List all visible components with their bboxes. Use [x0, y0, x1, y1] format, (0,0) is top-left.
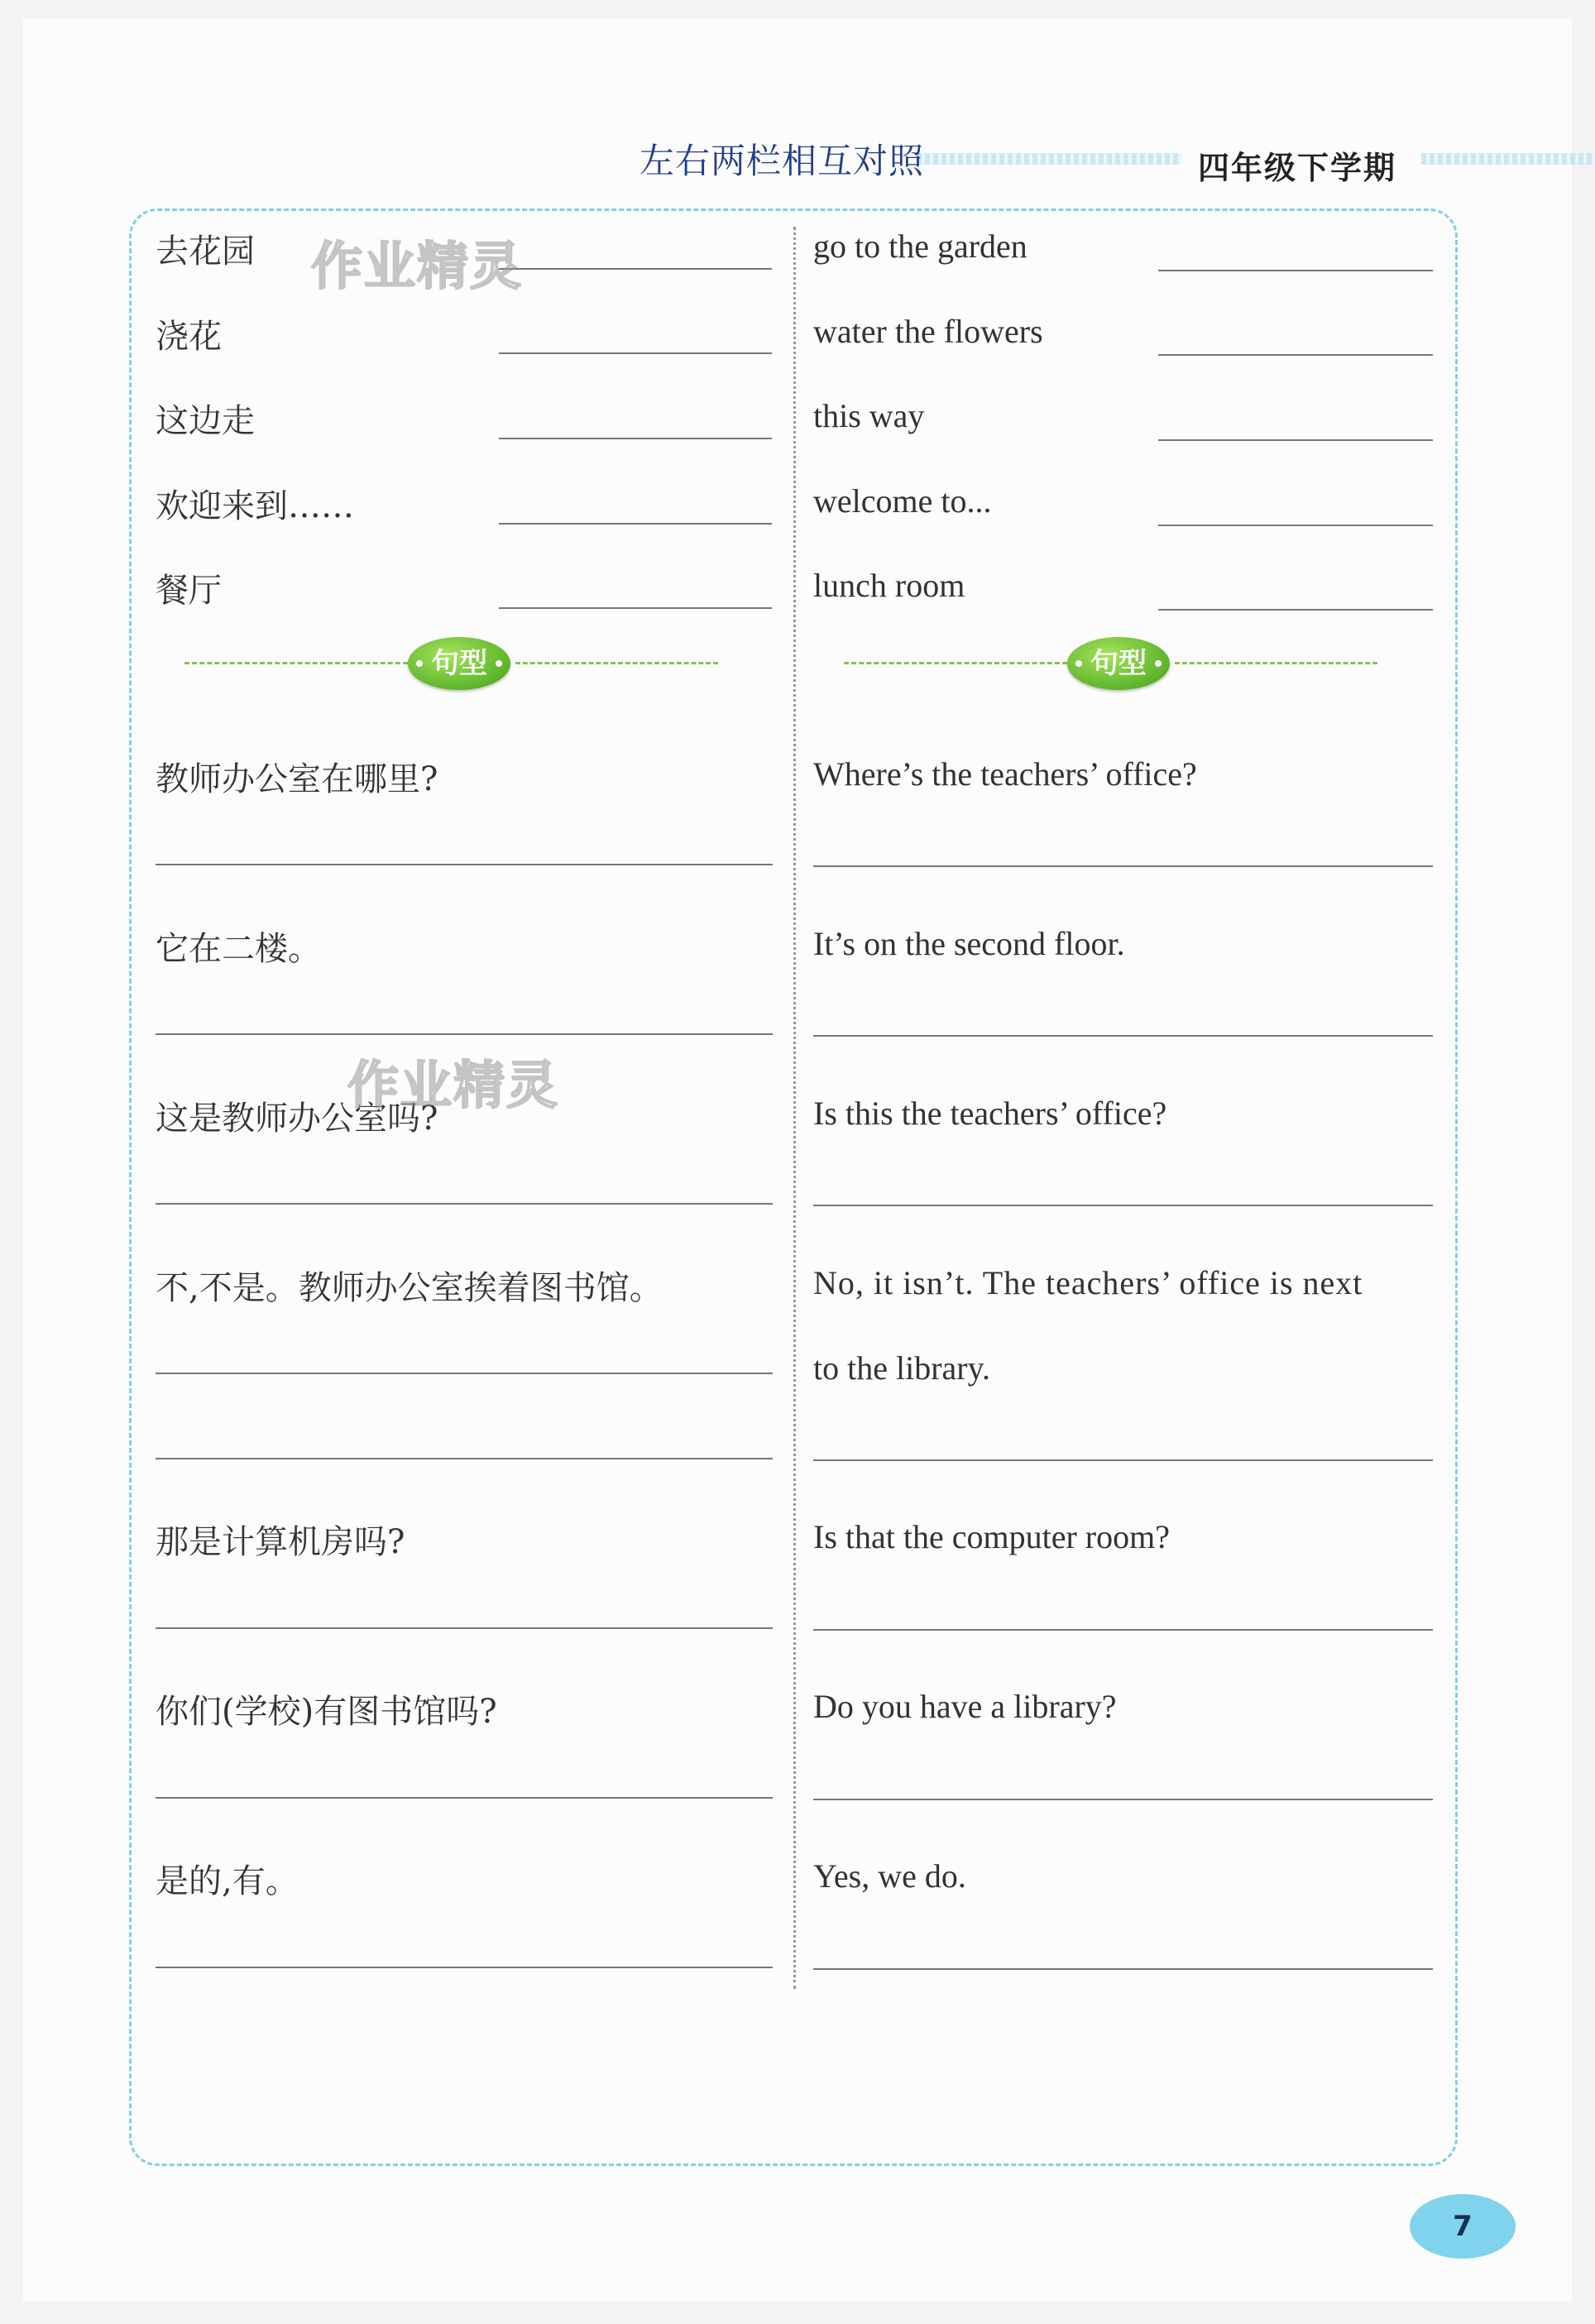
sentence-en-continuation: to the library.: [813, 1349, 991, 1387]
vocab-en-item: water the flowers: [813, 313, 1043, 350]
vocab-en-item: welcome to...: [813, 482, 992, 520]
answer-line[interactable]: [813, 1799, 1433, 1800]
page-number: 7: [1410, 2194, 1516, 2259]
header-title: 左右两栏相互对照: [639, 141, 925, 181]
answer-line[interactable]: [156, 1373, 773, 1374]
answer-line[interactable]: [1158, 609, 1433, 611]
answer-line[interactable]: [813, 865, 1433, 867]
answer-line[interactable]: [1158, 439, 1433, 441]
header-grade-label: 四年级下学期: [1198, 150, 1397, 186]
section-separator: [184, 662, 408, 664]
vocab-cn-item: 去花园: [156, 232, 255, 271]
answer-line[interactable]: [1158, 270, 1433, 271]
answer-line[interactable]: [499, 438, 772, 439]
answer-line[interactable]: [156, 1203, 773, 1205]
sentence-en: It’s on the second floor.: [813, 925, 1125, 962]
vocab-en-item: go to the garden: [813, 228, 1027, 265]
watermark-text: 作业精灵: [311, 236, 524, 296]
sentence-cn: 它在二楼。: [156, 930, 321, 968]
sentence-cn: 你们(学校)有图书馆吗?: [156, 1693, 497, 1731]
vocab-en-item: lunch room: [813, 567, 965, 604]
section-separator: [515, 662, 718, 664]
column-divider: [793, 227, 796, 1989]
answer-line[interactable]: [499, 268, 772, 270]
answer-line[interactable]: [499, 523, 772, 525]
answer-line[interactable]: [156, 1458, 773, 1459]
vocab-cn-item: 餐厅: [156, 572, 222, 610]
answer-line[interactable]: [813, 1629, 1433, 1631]
header-wave-decoration: [1421, 153, 1595, 165]
vocab-cn-item: 欢迎来到……: [156, 487, 354, 525]
sentence-cn: 教师办公室在哪里?: [156, 760, 438, 798]
sentence-en: Is this the teachers’ office?: [813, 1095, 1167, 1132]
answer-line[interactable]: [156, 1967, 773, 1968]
answer-line[interactable]: [156, 1797, 773, 1799]
section-separator: [1175, 662, 1377, 664]
sentence-en: No, it isn’t. The teachers’ office is next: [813, 1264, 1363, 1301]
answer-line[interactable]: [499, 352, 772, 354]
sentence-section-badge: 句型: [408, 637, 510, 690]
sentence-cn: 是的,有。: [156, 1862, 299, 1900]
sentence-section-badge: 句型: [1067, 637, 1170, 690]
sentence-en: Yes, we do.: [813, 1857, 966, 1895]
sentence-en: Where’s the teachers’ office?: [813, 755, 1197, 793]
sentence-cn: 这是教师办公室吗?: [156, 1100, 438, 1138]
answer-line[interactable]: [499, 607, 772, 609]
answer-line[interactable]: [1158, 354, 1433, 356]
answer-line[interactable]: [813, 1205, 1433, 1206]
vocab-cn-item: 浇花: [156, 318, 222, 356]
answer-line[interactable]: [156, 864, 773, 865]
sentence-cn: 不,不是。教师办公室挨着图书馆。: [156, 1269, 663, 1307]
answer-line[interactable]: [813, 1035, 1433, 1037]
sentence-en: Is that the computer room?: [813, 1518, 1170, 1555]
header-wave-decoration: [917, 153, 1181, 165]
workbook-page: [23, 18, 1572, 2302]
answer-line[interactable]: [156, 1033, 773, 1035]
watermark-text: 作业精灵: [347, 1055, 560, 1115]
answer-line[interactable]: [156, 1627, 773, 1629]
sentence-cn: 那是计算机房吗?: [156, 1523, 405, 1561]
answer-line[interactable]: [1158, 525, 1433, 526]
answer-line[interactable]: [813, 1459, 1433, 1461]
vocab-cn-item: 这边走: [156, 402, 255, 440]
sentence-en: Do you have a library?: [813, 1688, 1117, 1725]
section-separator: [844, 662, 1067, 664]
answer-line[interactable]: [813, 1968, 1433, 1970]
vocab-en-item: this way: [813, 397, 925, 434]
